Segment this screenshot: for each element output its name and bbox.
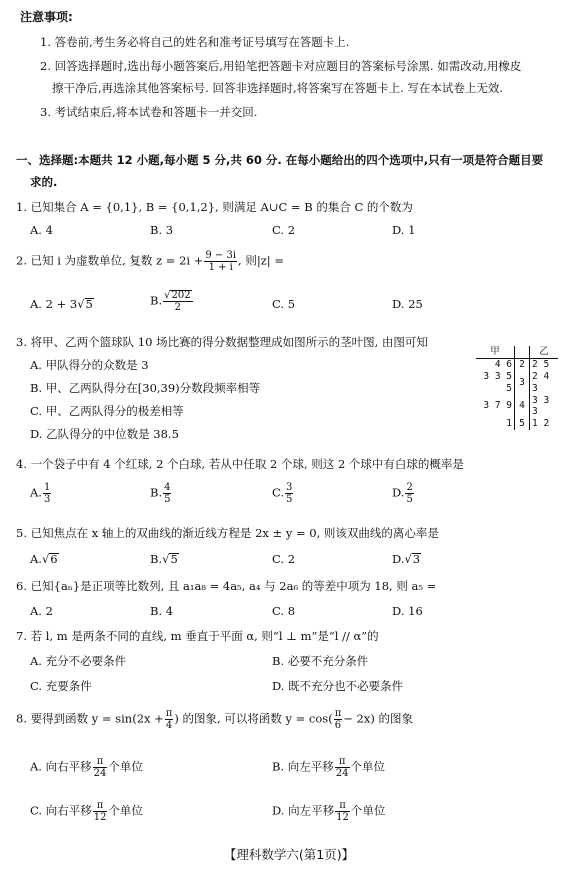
stem-leaf-right: 2 5 <box>532 358 550 370</box>
section-heading-line-2: 求的. <box>30 175 58 189</box>
q5-option-b <box>150 553 179 567</box>
stem-leaf-plot <box>476 346 558 430</box>
q1-option-b: B. 3 <box>150 223 174 237</box>
numerator: 2 <box>406 482 413 493</box>
q7-option-d: D. 既不充分也不必要条件 <box>272 679 404 693</box>
denominator: 24 <box>335 768 349 779</box>
numerator: 4 <box>164 482 171 493</box>
q6-option-a: A. 2 <box>30 604 53 618</box>
q2-option-b <box>150 290 194 313</box>
denominator: 6 <box>334 720 342 731</box>
stem-leaf-header <box>476 346 558 358</box>
q5-option-d-label: D. <box>392 552 405 566</box>
notice-item-1: 1. 答卷前,考生务必将自己的姓名和准考证号填写在答题卡上. <box>40 35 350 49</box>
q4-option-a-label: A. <box>30 485 42 500</box>
q8-option-d-post: 个单位 <box>350 803 386 818</box>
stem-leaf-stem: 3 <box>515 371 530 395</box>
stem-leaf-right: 2 4 3 <box>532 370 550 394</box>
notice-item-2-line-2: 擦干净后,再选涂其他答案标号. 回答非选择题时,将答案写在答题卡上. 写在本试卷上无效. <box>52 81 504 95</box>
stem-leaf-left: 1 <box>506 418 512 430</box>
stem-leaf-left: 3 7 9 <box>483 400 512 412</box>
q8-option-a-post: 个单位 <box>108 759 143 774</box>
q8-stem <box>16 708 413 731</box>
q3-option-d: D. 乙队得分的中位数是 38.5 <box>30 427 179 441</box>
stem-leaf-row <box>476 418 558 430</box>
q2-option-d: D. 25 <box>392 297 423 311</box>
q3-stem: 3. 将甲、乙两个篮球队 10 场比赛的得分数据整理成如图所示的茎叶图, 由图可知 <box>16 335 428 349</box>
numerator: π <box>334 708 342 719</box>
q8-option-a-fraction <box>93 756 108 779</box>
q4-option-b-fraction <box>163 482 171 505</box>
stem-leaf-stem: 4 <box>515 395 530 419</box>
q2-option-b-denominator: 2 <box>174 302 182 313</box>
q5-option-d-radicand: 3 <box>412 552 421 566</box>
q4-option-a <box>30 482 52 505</box>
q6-stem: 6. 已知{aₙ}是正项等比数列, 且 a₁a₈ = 4a₅, a₄ 与 2a₆ 的等差中项为 18, 则 a₅ = <box>16 579 437 593</box>
notice-item-2-line-1: 2. 回答选择题时,选出每小题答案后,用铅笔把答题卡对应题目的答案标号涂黑. 如需改动,用橡皮 <box>40 59 522 73</box>
q2-fraction <box>204 250 237 273</box>
q4-stem: 4. 一个袋子中有 4 个红球, 2 个白球, 若从中任取 2 个球, 则这 2 个球中有白球的概率是 <box>16 457 464 471</box>
q8-stem-fraction-1 <box>165 708 174 731</box>
denominator: 12 <box>336 812 349 823</box>
q5-option-a <box>30 553 59 567</box>
numerator: 3 <box>286 482 293 493</box>
q8-stem-mid: ) 的图象, 可以将函数 y = cos( <box>174 711 333 726</box>
stem-leaf-right: 3 3 3 <box>532 394 550 418</box>
q4-option-c-fraction <box>285 482 293 505</box>
q7-option-a: A. 充分不必要条件 <box>30 654 127 668</box>
numerator: π <box>335 800 350 812</box>
notice-title: 注意事项: <box>20 10 73 24</box>
numerator: π <box>93 800 108 812</box>
stem-leaf-left: 4 6 <box>494 358 512 370</box>
q8-option-c-fraction <box>93 800 108 823</box>
q8-option-a <box>30 756 143 779</box>
stem-leaf-row <box>476 371 558 395</box>
section-heading-line-1: 一、选择题:本题共 12 小题,每小题 5 分,共 60 分. 在每小题给出的四个选项中,只有一项是符合题目要 <box>16 153 544 167</box>
denominator: 5 <box>164 494 171 505</box>
numerator: 1 <box>43 482 51 493</box>
denominator: 12 <box>93 812 107 823</box>
q8-option-d <box>272 800 385 823</box>
q4-option-c <box>272 482 294 505</box>
q5-option-b-radicand: 5 <box>170 552 178 566</box>
q8-option-c <box>30 800 143 823</box>
q6-option-b: B. 4 <box>150 604 174 618</box>
q7-stem: 7. 若 l, m 是两条不同的直线, m 垂直于平面 α, 则“l ⊥ m”是“l // α”的 <box>16 629 379 643</box>
q6-option-c: C. 8 <box>272 604 296 618</box>
stem-leaf-stem: 2 <box>515 358 530 370</box>
q8-option-d-pre: D. 向左平移 <box>272 803 335 818</box>
q2-option-b-label: B. <box>150 293 163 308</box>
stem-leaf-row <box>476 358 558 370</box>
q5-option-b-label: B. <box>150 552 163 566</box>
numerator: π <box>335 756 350 768</box>
numerator: π <box>93 756 108 768</box>
q8-option-b-pre: B. 向左平移 <box>272 759 334 774</box>
q5-option-d <box>392 553 421 567</box>
q4-option-c-label: C. <box>272 485 285 500</box>
q8-stem-post: − 2x) 的图象 <box>343 711 414 726</box>
q2-stem <box>16 250 284 273</box>
q5-option-a-label: A. <box>30 552 42 566</box>
q2-fraction-numerator: 9 − 3i <box>205 250 237 261</box>
q2-stem-post: , 则|z| = <box>238 253 284 268</box>
q7-option-c: C. 充要条件 <box>30 679 92 693</box>
q3-option-a: A. 甲队得分的众数是 3 <box>30 358 149 372</box>
q7-option-b: B. 必要不充分条件 <box>272 654 369 668</box>
q4-option-a-fraction <box>43 482 51 505</box>
stem-leaf-head-right: 乙 <box>530 346 559 358</box>
sqrt-icon: √ <box>41 552 50 566</box>
sqrt-icon: √ <box>77 297 85 311</box>
q1-option-d: D. 1 <box>392 223 416 237</box>
q8-option-c-pre: C. 向右平移 <box>30 803 92 818</box>
q3-option-b: B. 甲、乙两队得分在[30,39)分数段频率相等 <box>30 381 261 395</box>
q6-option-d: D. 16 <box>392 604 423 618</box>
q8-stem-pre: 8. 要得到函数 y = sin(2x + <box>16 711 164 726</box>
q2-option-b-fraction <box>163 290 192 313</box>
q4-option-d-label: D. <box>392 485 405 500</box>
q3-option-c: C. 甲、乙两队得分的极差相等 <box>30 404 184 418</box>
sqrt-icon: √ <box>162 552 170 566</box>
sqrt-icon: √ <box>164 290 171 301</box>
q8-option-a-pre: A. 向右平移 <box>30 759 92 774</box>
q2-stem-pre: 2. 已知 i 为虚数单位, 复数 z = 2i + <box>16 253 204 268</box>
q4-option-b <box>150 482 172 505</box>
sqrt-icon: √ <box>404 552 412 566</box>
denominator: 5 <box>406 494 413 505</box>
stem-leaf-right: 1 2 <box>532 418 550 430</box>
q2-option-c: C. 5 <box>272 297 296 311</box>
page-footer: 【理科数学六(第1页)】 <box>223 847 355 862</box>
q5-option-a-radicand: 6 <box>50 552 58 566</box>
q8-stem-fraction-2 <box>334 708 343 731</box>
q2-option-a-text: A. 2 + 3 <box>30 297 78 311</box>
stem-leaf-stem: 5 <box>515 418 530 430</box>
stem-leaf-head-left: 甲 <box>476 346 515 358</box>
stem-leaf-head-stem <box>515 346 530 358</box>
q2-fraction-denominator: 1 + i <box>208 262 233 273</box>
notice-item-3: 3. 考试结束后,将本试卷和答题卡一并交回. <box>40 105 258 119</box>
stem-leaf-row <box>476 395 558 419</box>
q4-option-b-label: B. <box>150 485 163 500</box>
numerator: π <box>165 708 173 719</box>
q5-stem: 5. 已知焦点在 x 轴上的双曲线的渐近线方程是 2x ± y = 0, 则该双曲线的离心率是 <box>16 526 439 540</box>
q8-option-d-fraction <box>335 800 350 823</box>
denominator: 5 <box>286 494 293 505</box>
q5-option-c: C. 2 <box>272 552 296 566</box>
q2-option-a-radicand: 5 <box>85 297 93 311</box>
q2-option-b-radicand: 202 <box>171 290 191 301</box>
stem-leaf-left: 3 3 5 5 <box>483 370 512 394</box>
q8-option-b <box>272 756 385 779</box>
denominator: 24 <box>93 768 107 779</box>
q8-option-b-fraction <box>335 756 350 779</box>
q2-option-b-numerator <box>163 290 192 302</box>
denominator: 3 <box>43 494 51 505</box>
q8-option-b-post: 个单位 <box>350 759 385 774</box>
q1-stem: 1. 已知集合 A = {0,1}, B = {0,1,2}, 则满足 A∪C = B 的集合 C 的个数为 <box>16 200 413 214</box>
q4-option-d-fraction <box>405 482 413 505</box>
stem-leaf-table <box>476 346 558 430</box>
q4-option-d <box>392 482 415 505</box>
denominator: 4 <box>165 720 173 731</box>
q1-option-c: C. 2 <box>272 223 296 237</box>
q8-option-c-post: 个单位 <box>108 803 143 818</box>
q1-option-a: A. 4 <box>30 223 53 237</box>
q2-option-a <box>30 298 94 312</box>
